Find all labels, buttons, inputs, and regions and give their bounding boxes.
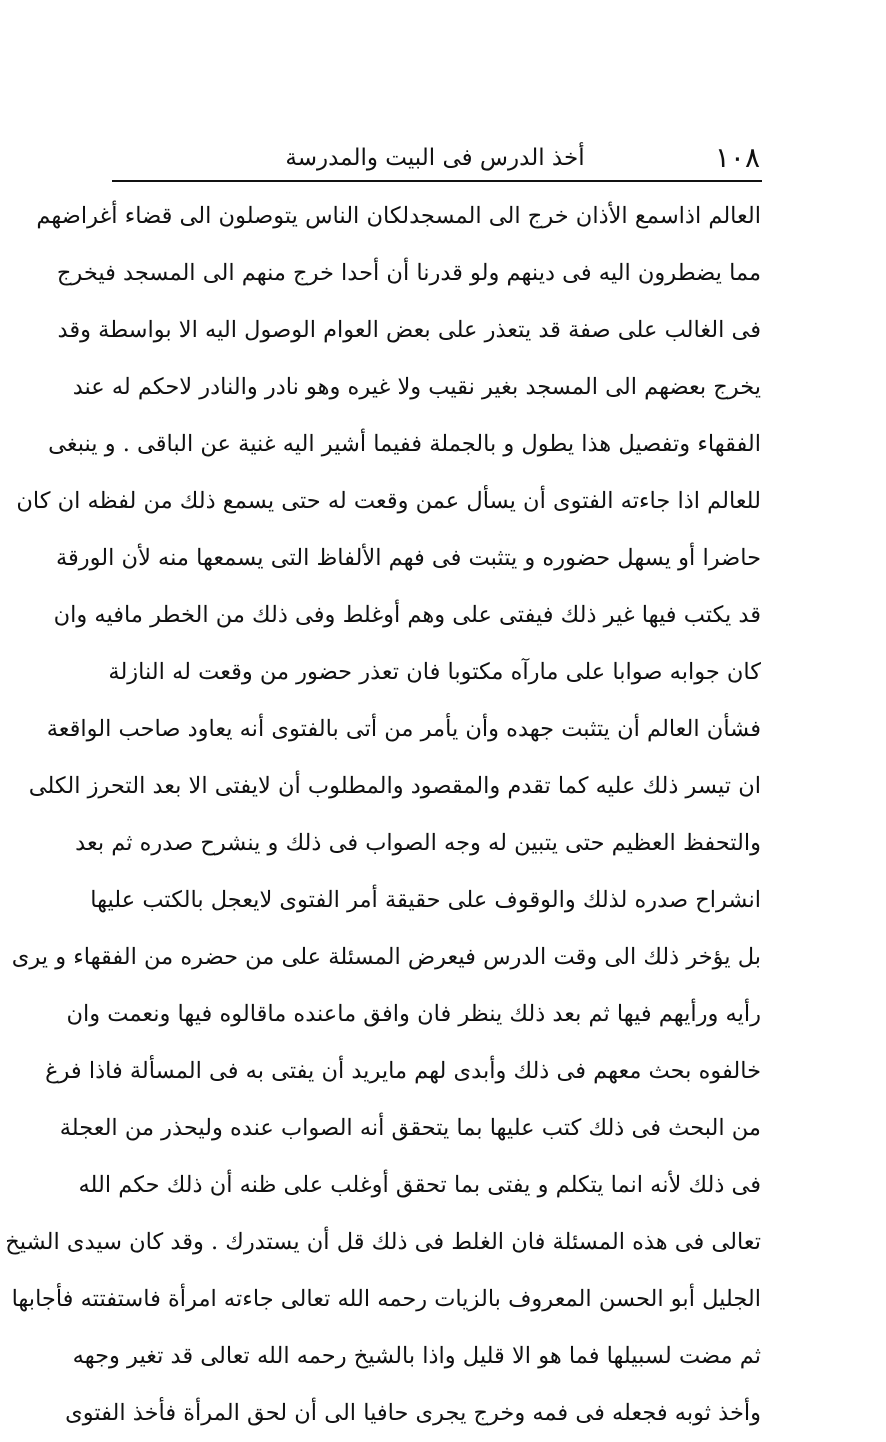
text-line: الجليل أبو الحسن المعروف بالزيات رحمه الله تعالى جاءته امرأة فاستفتته فأجابها xyxy=(11,1286,761,1312)
text-line: رأيه ورأيهم فيها ثم بعد ذلك ينظر فان وافق ماعنده ماقالوه فيها ونعمت وان xyxy=(66,1001,761,1027)
text-line: بل يؤخر ذلك الى وقت الدرس فيعرض المسئلة على من حضره من الفقهاء و يرى xyxy=(11,944,761,970)
text-line: حاضرا أو يسهل حضوره و يتثبت فى فهم الألفاظ التى يسمعها منه لأن الورقة xyxy=(55,545,761,571)
text-line: خالفوه بحث معهم فى ذلك وأبدى لهم مايريد أن يفتى به فى المسألة فاذا فرغ xyxy=(45,1058,761,1084)
text-line: كان جوابه صوابا على مارآه مكتوبا فان تعذر حضور من وقعت له النازلة xyxy=(108,659,761,685)
text-line: فى الغالب على صفة قد يتعذر على بعض العوام الوصول اليه الا بواسطة وقد xyxy=(57,317,761,343)
text-line: الفقهاء وتفصيل هذا يطول و بالجملة ففيما أشير اليه غنية عن الباقى . و ينبغى xyxy=(48,431,761,457)
text-line: وأخذ ثوبه فجعله فى فمه وخرج يجرى حافيا الى أن لحق المرأة فأخذ الفتوى xyxy=(65,1400,761,1426)
text-line: فى ذلك لأنه انما يتكلم و يفتى بما تحقق أوغلب على ظنه أن ذلك حكم الله xyxy=(78,1172,761,1198)
running-title: أخذ الدرس فى البيت والمدرسة xyxy=(285,145,585,171)
text-line: قد يكتب فيها غير ذلك فيفتى على وهم أوغلط وفى ذلك من الخطر مافيه وان xyxy=(53,602,761,628)
text-line: والتحفظ العظيم حتى يتبين له وجه الصواب فى ذلك و ينشرح صدره ثم بعد xyxy=(75,830,761,856)
text-line: انشراح صدره لذلك والوقوف على حقيقة أمر الفتوى لايعجل بالكتب عليها xyxy=(90,887,761,913)
text-line: مما يضطرون اليه فى دينهم ولو قدرنا أن أحدا خرج منهم الى المسجد فيخرج xyxy=(56,260,761,286)
text-line: من البحث فى ذلك كتب عليها بما يتحقق أنه الصواب عنده وليحذر من العجلة xyxy=(59,1115,761,1141)
body-text xyxy=(5,188,761,1442)
text-line: تعالى فى هذه المسئلة فان الغلط فى ذلك قل أن يستدرك . وقد كان سيدى الشيخ xyxy=(5,1229,761,1255)
header-divider xyxy=(112,180,762,182)
text-line: يخرج بعضهم الى المسجد بغير نقيب ولا غيره وهو نادر والنادر لاحكم له عند xyxy=(72,374,761,400)
text-line: فشأن العالم أن يتثبت جهده وأن يأمر من أتى بالفتوى أنه يعاود صاحب الواقعة xyxy=(46,716,761,742)
page-number: ١٠٨ xyxy=(714,141,760,174)
text-line: ثم مضت لسبيلها فما هو الا قليل واذا بالشيخ رحمه الله تعالى قد تغير وجهه xyxy=(72,1343,761,1369)
running-header xyxy=(110,138,760,178)
text-line: للعالم اذا جاءته الفتوى أن يسأل عمن وقعت له حتى يسمع ذلك من لفظه ان كان xyxy=(16,488,761,514)
text-line: ان تيسر ذلك عليه كما تقدم والمقصود والمطلوب أن لايفتى الا بعد التحرز الكلى xyxy=(28,773,761,799)
text-line: العالم اذاسمع الأذان خرج الى المسجدلكان الناس يتوصلون الى قضاء أغراضهم xyxy=(36,203,761,229)
